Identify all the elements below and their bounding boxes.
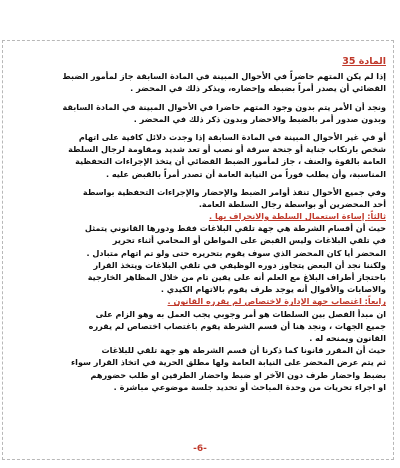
text-line: القانون ويمنحه له . (309, 332, 386, 343)
text-line: والاصابات والأقوال أنه يوجد طرف يقوم بالاتهام الكيدي . (160, 284, 386, 295)
section-3-heading (14, 210, 386, 222)
text-line: حيث أن أقسام الشرطة هي جهة تلقي البلاغات فقط ودورها القانوني يتمثل (84, 223, 386, 234)
text-line: جميع الجهات ، ونجد هنا أن قسم الشرطة يقوم باغتصاب اختصاص لم يقرره (88, 320, 386, 331)
text-line: شخص بارتكاب جناية أو جنحة سرقة أو نصب أو تعد شديد ومقاومة لرجال السلطة (68, 144, 386, 155)
text-line: العامة بالقوة والعنف ، جاز لمأمور الضبط القضائي أن يتخذ الإجراءات التحفظية (75, 156, 386, 167)
text-line: المحضر أيا كان المحضر الذي سوف يقوم بتحريره حتى ولو تم اتهام متبادل . (86, 247, 386, 258)
section-3-title: إساءة استعمال السلطة والانحراف بها . (209, 211, 368, 222)
text-line: باحتجاز أطراف البلاغ مع العلم أنه على يقين تام من خلال المظاهر الخارجية (87, 272, 386, 282)
text-line: ثم يتم عرض المحضر على النيابة العامة ولها مطلق الحرية في اتخاذ القرار سواء (71, 357, 386, 368)
page-number: -6- (193, 444, 207, 454)
section-4-body (14, 308, 386, 393)
text-line: وبدون صدور أمر بالضبط والاحضار وبدون ذكر ذلك في المحضر . (133, 113, 386, 124)
paragraph-2 (14, 101, 386, 125)
section-4-label: رابعاً: (364, 296, 386, 307)
text-line: في تلقي البلاغات وليس القبض على المواطن أو المحامي أثناء تحرير (112, 235, 386, 246)
section-3-body (14, 222, 386, 295)
text-line: المناسبة، وأن يطلب فوراً من النيابة العامة أن تصدر أمراً بالقبض عليه . (105, 168, 386, 179)
paragraph-3 (14, 131, 386, 180)
paragraph-1 (14, 70, 386, 94)
text-line: او اجراء تحريات من وحدة المباحث أو تحديد جلسة موضوعي مباشرة . (113, 381, 386, 392)
text-line: أحد المحضرين أو بواسطة رجال السلطة العامة. (198, 198, 386, 209)
section-4-heading (14, 295, 386, 307)
text-line: ونجد أن الأمر يتم بدون وجود المتهم حاضرا في الأحوال المبينة في المادة السابقة (62, 101, 386, 112)
text-line: أو في غير الأحوال المبينة في المادة السابقة إذا وجدت دلائل كافية على اتهام (78, 131, 386, 142)
section-4-title: اغتصاب جهة الإدارة لاختصاص لم يقرره القانون . (167, 296, 365, 307)
paragraph-4 (14, 186, 386, 210)
article-title: المادة 35 (342, 56, 386, 67)
document-content (14, 56, 386, 393)
text-line: بضبط واحضار طرف دون الآخر او ضبط واحضار الطرفين او طلب حضورهم (90, 369, 386, 380)
text-line: وفي جميع الأحوال تنفذ أوامر الضبط والإحضار والإجراءات التحفظية بواسطة (82, 186, 386, 197)
text-line: حيث أن المقرر قانونا كما ذكرنا أن قسم الشرطة هو جهة تلقي للبلاغات (101, 345, 386, 356)
text-line: إذا لم يكن المتهم حاضراً في الأحوال المبينة في المادة السابقة جاز لمأمور الضبط (62, 71, 386, 82)
text-line: ولكننا نجد أن البعض يتجاوز دوره الوظيفي في تلقي البلاغات ويتخذ القرار (93, 259, 386, 270)
section-3-label: ثالثاً: (367, 211, 386, 222)
text-line: ان مبدأ الفصل بين السلطات هو أمر وجوبي يجب العمل به وهو الزام على (95, 308, 386, 319)
text-line: القضائي أن يصدر أمراً بضبطه وإحضاره، ويذكر ذلك في المحضر . (130, 83, 386, 94)
